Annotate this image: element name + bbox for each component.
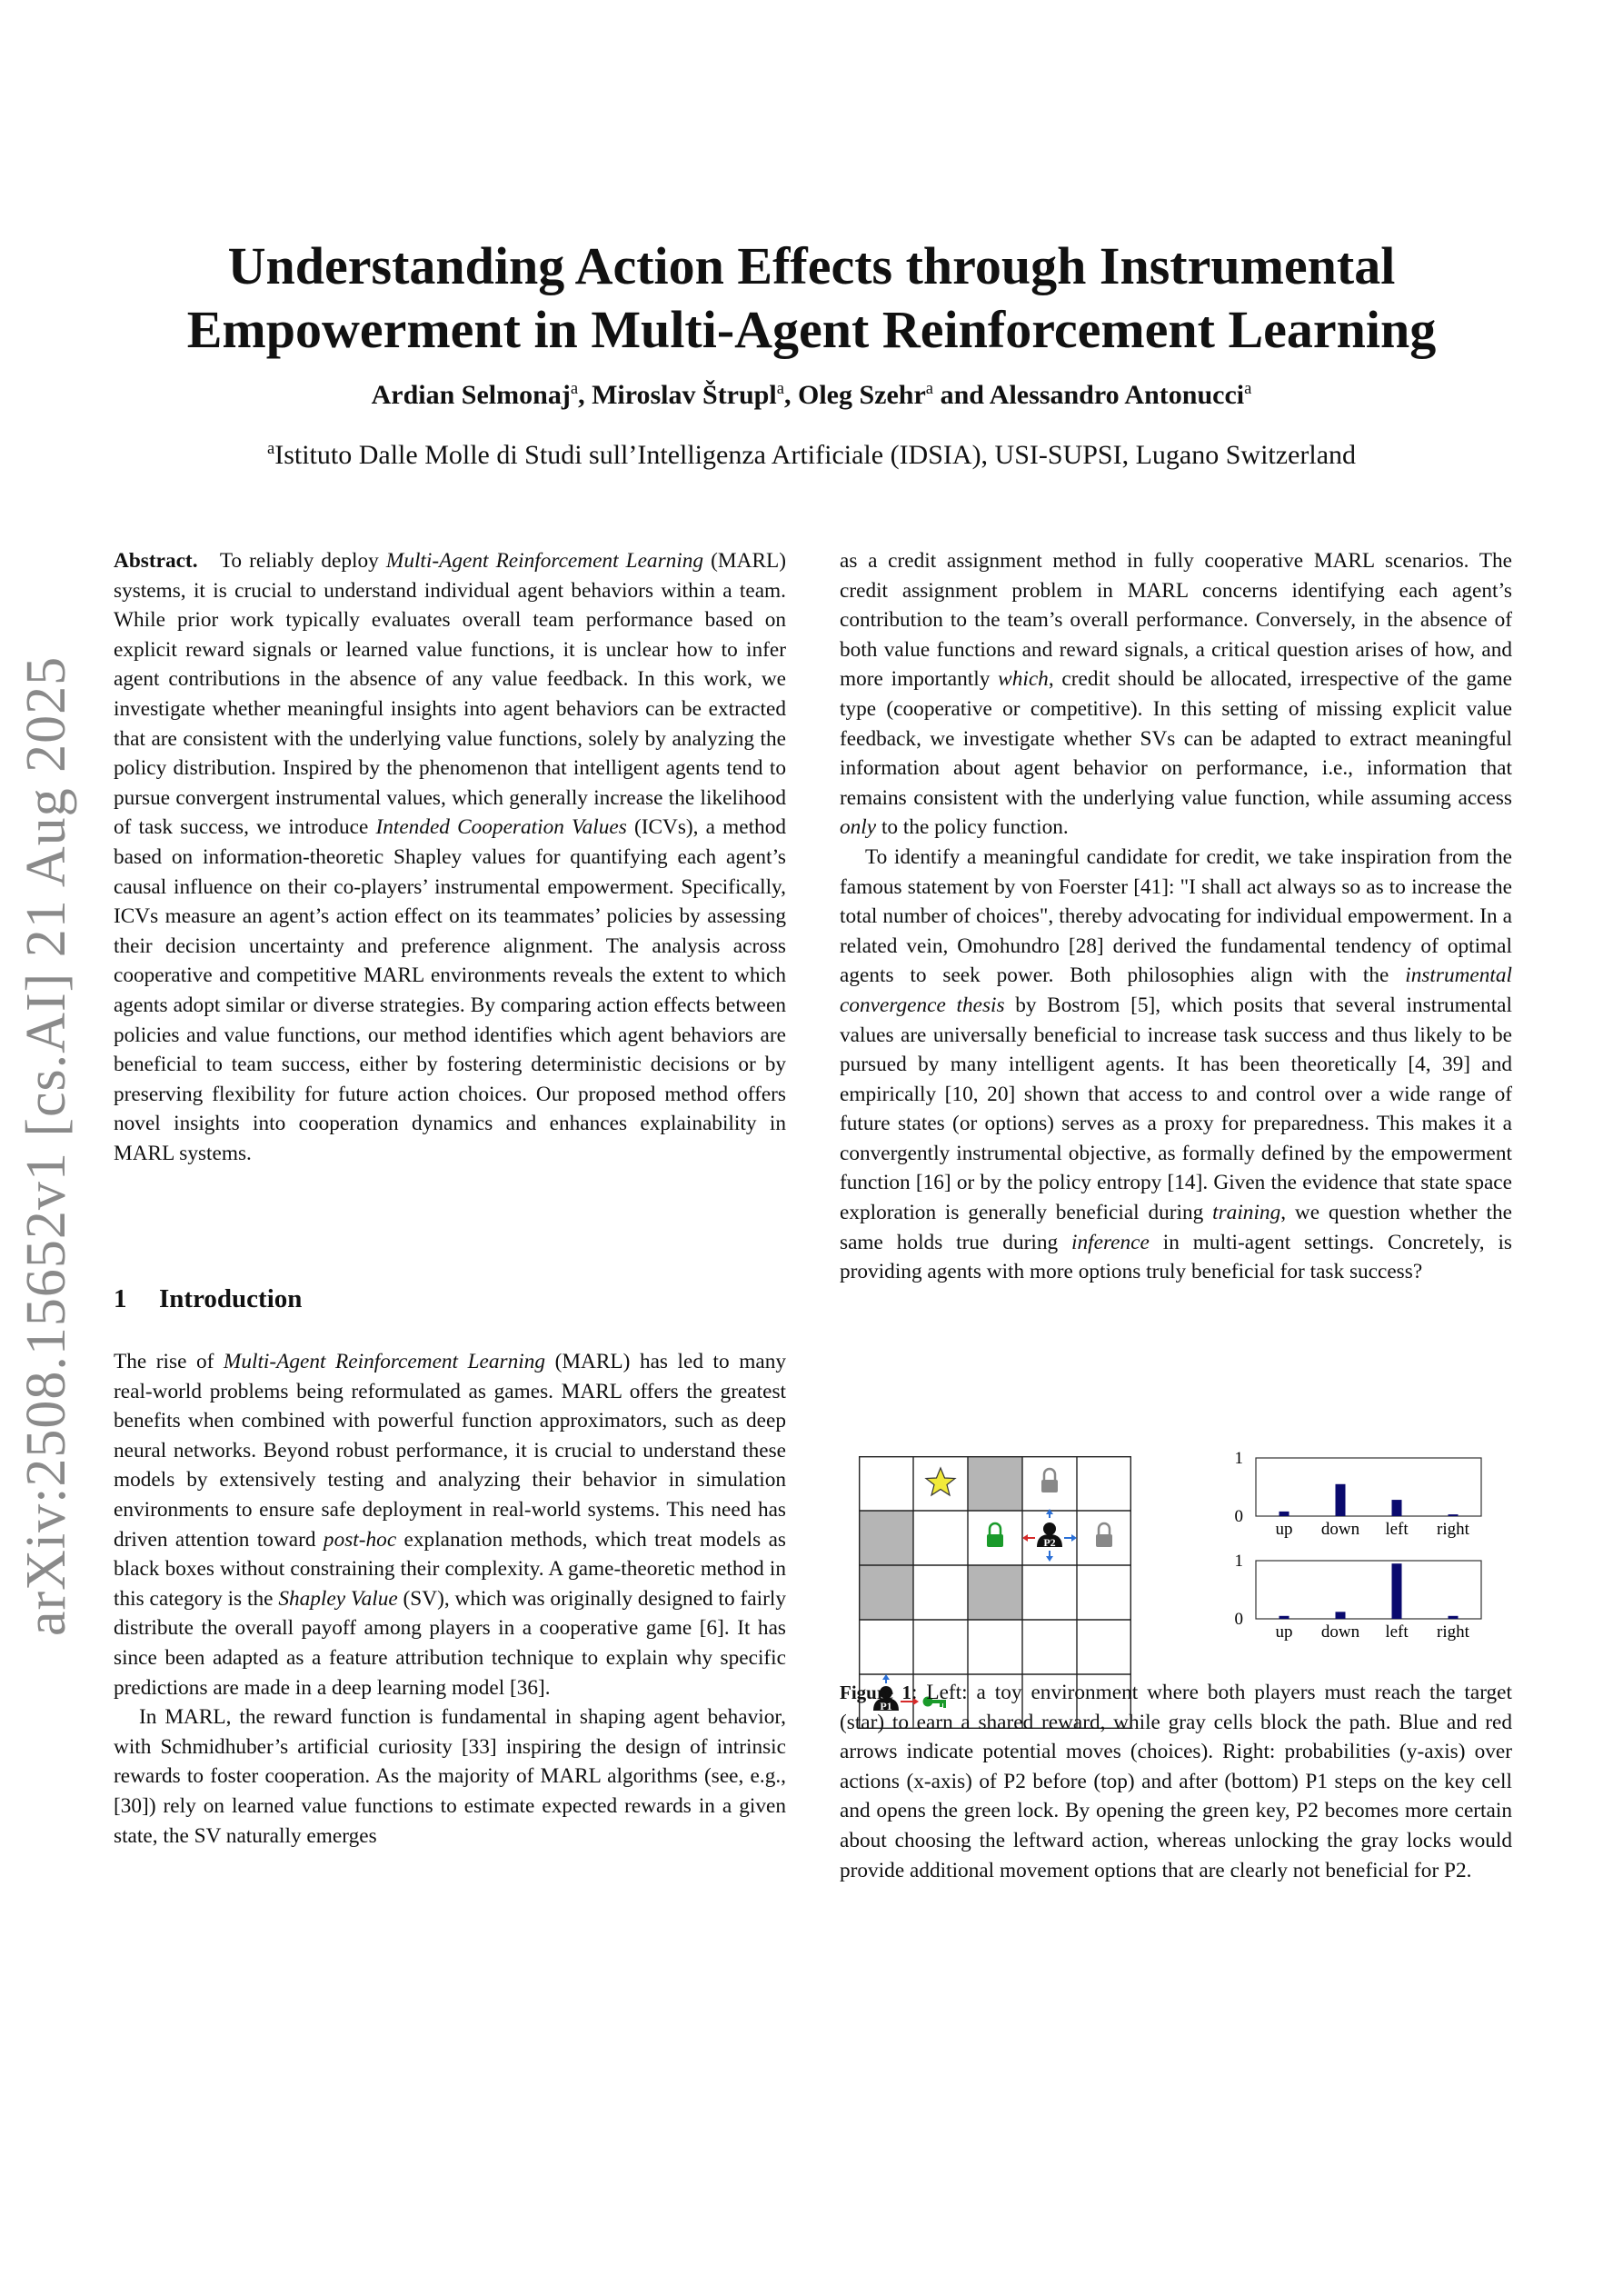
- y-tick-label: 0: [1234, 1610, 1243, 1629]
- y-tick-label: 1: [1234, 1449, 1243, 1468]
- author-separator: ,: [578, 380, 592, 410]
- author-sup: a: [1244, 379, 1252, 398]
- body-text: , we question whether the same holds true during: [840, 1201, 1512, 1254]
- body-emph: inference: [1071, 1230, 1150, 1254]
- x-tick-label: down: [1320, 1622, 1360, 1642]
- title-line-1: Understanding Action Effects through Instrumental: [227, 236, 1396, 295]
- x-tick-label: left: [1385, 1622, 1409, 1642]
- gray-cell: [968, 1456, 1022, 1511]
- agent-p1-label: P1: [880, 1700, 892, 1712]
- section-number: 1: [114, 1284, 127, 1313]
- plot-frame: [1256, 1561, 1481, 1619]
- abstract-label: Abstract.: [114, 549, 198, 573]
- figure-caption: [840, 1678, 1512, 1885]
- bar: [1279, 1512, 1289, 1516]
- x-tick-label: right: [1437, 1622, 1469, 1642]
- star-icon: [926, 1468, 955, 1495]
- intro-emph: Multi-Agent Reinforcement Learning: [223, 1350, 546, 1373]
- section-title: Introduction: [159, 1284, 303, 1313]
- author-sup: a: [925, 379, 934, 398]
- bar: [1449, 1514, 1459, 1516]
- gray-lock-icon: [1041, 1469, 1058, 1492]
- body-text: , credit should be allocated, irrespective of the game type (cooperative or competitive). In this setting of missing explicit value feedback, we investigate whether SVs can be adapted to extract meaningful information about agent behavior on performance, i.e., information that remains consistent with the underlying value function, while assuming access: [840, 667, 1512, 810]
- x-tick-label: up: [1275, 1622, 1293, 1642]
- agent-p2-label: P2: [1043, 1536, 1056, 1549]
- x-tick-label: up: [1275, 1520, 1293, 1539]
- affiliation-text: Istituto Dalle Molle di Studi sull’Intelligenza Artificiale (IDSIA), USI-SUPSI, Lugano Switzerland: [274, 440, 1357, 470]
- author-name: Oleg Szehr: [797, 380, 926, 410]
- intro-paragraph: In MARL, the reward function is fundamental in shaping agent behavior, with Schmidhuber’s artificial curiosity [33] inspiring the design of intrinsic rewards to foster cooperation. As the majority of MARL algorithms (see, e.g., [30]) rely on learned value functions to estimate expected rewards in a given state, the SV naturally emerges: [114, 1705, 786, 1848]
- abstract-text: (ICVs), a method based on information-theoretic Shapley values for quantifying each agent’s causal influence on their co-players’ instrumental empowerment. Specifically, ICVs measure an agent’s action effect on its teammates’ policies by assessing their decision uncertainty and preference alignment. The analysis across cooperative and competitive MARL environments reveals the extent to which agents adopt similar or diverse strategies. By comparing action effects between policies and value functions, our method identifies which agent behaviors are beneficial to team success, either by fostering deterministic decisions or by preserving flexibility for future action choices. Our proposed method offers novel insights into cooperation dynamics and enhances explainability in MARL systems.: [114, 815, 786, 1165]
- gray-cell: [968, 1565, 1022, 1620]
- gray-cell: [859, 1511, 913, 1565]
- right-column-text: [840, 546, 1512, 1287]
- figure-caption-text: : Left: a toy environment where both players must reach the target (star) to earn a shared reward, while gray cells block the path. Blue and red arrows indicate potential moves (choices). Right: probabilities (y-axis) over actions (x-axis) of P2 before (top) and after (bottom) P1 steps on the key cell and opens the green lock. By opening the green key, P2 becomes more certain about choosing the leftward action, whereas unlocking the gray locks would provide additional movement options that are clearly not beneficial for P2.: [840, 1681, 1512, 1882]
- paper-title: [0, 235, 1623, 362]
- author-sup: a: [570, 379, 579, 398]
- body-text: in multi-agent settings. Concretely, is providing agents with more options truly beneficial for task success?: [840, 1230, 1512, 1284]
- bar: [1449, 1616, 1459, 1619]
- body-text: as a credit assignment method in fully cooperative MARL scenarios. The credit assignment problem in MARL concerns identifying each agent’s contribution to the team’s overall performance. Conversely, in the absence of both value functions and reward signals, a critical question arises of how, and more importantly: [840, 549, 1512, 692]
- affiliation-sup: a: [266, 439, 275, 458]
- author-name: Alessandro Antonucci: [989, 380, 1245, 410]
- introduction-body: [114, 1347, 786, 1851]
- body-text: by Bostrom [5], which posits that several instrumental values are universally beneficial to increase task success and thus likely to be pursued by many intelligent agents. It has been theoretically [4, 39] and empirically [10, 20] shown that access to and control over a wide range of future states (or options) serves as a proxy for preparedness. This makes it a convergently instrumental objective, as formally defined by the empowerment function [16] or by the policy entropy [14]. Given the evidence that state space exploration is generally beneficial during: [840, 993, 1512, 1225]
- body-paragraph: [840, 546, 1512, 843]
- bar: [1336, 1612, 1346, 1619]
- title-line-2: Empowerment in Multi-Agent Reinforcement Learning: [186, 300, 1437, 359]
- plot-frame: [1256, 1458, 1481, 1516]
- abstract: [114, 546, 786, 1168]
- abstract-emph: Multi-Agent Reinforcement Learning: [385, 549, 704, 573]
- author-separator: ,: [783, 380, 798, 410]
- gray-lock-icon: [1096, 1523, 1112, 1547]
- x-tick-label: left: [1385, 1520, 1409, 1539]
- body-text: to the policy function.: [876, 815, 1069, 840]
- author-name: Miroslav Štrupl: [592, 380, 777, 410]
- section-heading-introduction: [114, 1284, 302, 1314]
- author-name: Ardian Selmonaj: [371, 380, 571, 410]
- y-tick-label: 1: [1234, 1552, 1243, 1571]
- body-paragraph: [840, 843, 1512, 1287]
- body-emph: only: [840, 815, 877, 840]
- x-tick-label: down: [1320, 1520, 1360, 1539]
- intro-text: (SV), which was originally designed to fairly distribute the overall payoff among players in a cooperative game [6]. It has since been adapted as a feature attribution technique to explain why specific predictions are made in a deep learning model [36].: [114, 1586, 786, 1700]
- body-text: To identify a meaningful candidate for credit, we take inspiration from the famous statement by von Foerster [41]: "I shall act always so as to increase the total number of choices", thereby advocating for individual empowerment. In a related vein, Omohundro [28] derived the fundamental tendency of optimal agents to seek power. Both philosophies align with the: [840, 844, 1512, 988]
- y-tick-label: 0: [1234, 1507, 1243, 1526]
- author-and: and: [933, 380, 990, 410]
- bar: [1336, 1484, 1346, 1516]
- x-tick-label: right: [1437, 1520, 1469, 1539]
- intro-emph: Shapley Value: [278, 1586, 398, 1611]
- intro-text: (MARL) has led to many real-world problems being reformulated as games. MARL offers the greatest benefits when combined with powerful function approximators, such as deep neural networks. Beyond robust performance, it is crucial to understand these models by extensively testing and analyzing their behavior in simulation environments to ensure safe deployment in real-world systems. This need has driven attention toward: [114, 1350, 786, 1552]
- bar: [1392, 1500, 1402, 1516]
- body-emph: instrumental convergence thesis: [840, 963, 1512, 1017]
- abstract-text: To reliably deploy: [219, 549, 386, 573]
- intro-text: The rise of: [114, 1350, 224, 1373]
- bar: [1279, 1616, 1289, 1619]
- arxiv-side-label: arXiv:2508.15652v1 [cs.AI] 21 Aug 2025: [15, 655, 77, 1636]
- bar: [1392, 1563, 1402, 1619]
- abstract-text: (MARL) systems, it is crucial to understand individual agent behaviors within a team. While prior work typically evaluates overall team performance based on explicit reward signals or learned value functions, it is unclear how to infer agent contributions in the absence of any value feedback. In this work, we investigate whether meaningful insights into agent behaviors can be extracted that are consistent with the underlying value functions, solely by analyzing the policy distribution. Inspired by the phenomenon that intelligent agents tend to pursue convergent instrumental values, which generally increase the likelihood of task success, we introduce: [114, 549, 786, 840]
- author-sup: a: [776, 379, 784, 398]
- authors: [0, 380, 1623, 411]
- intro-paragraph: [114, 1347, 786, 1702]
- gray-cell: [859, 1565, 913, 1620]
- abstract-emph: Intended Cooperation Values: [375, 815, 627, 840]
- agent-p2: [1037, 1522, 1062, 1549]
- body-emph: which: [998, 667, 1049, 692]
- body-emph: training: [1212, 1201, 1281, 1225]
- affiliation: [0, 440, 1623, 471]
- intro-text: explanation methods, which treat models as black boxes without constraining their complexity. A game-theoretic method in this category is the: [114, 1527, 787, 1611]
- figure-label: Figure 1: [840, 1682, 911, 1703]
- action-probability-charts: [1200, 1445, 1490, 1654]
- green-lock-icon: [987, 1523, 1003, 1547]
- intro-emph: post-hoc: [323, 1527, 397, 1552]
